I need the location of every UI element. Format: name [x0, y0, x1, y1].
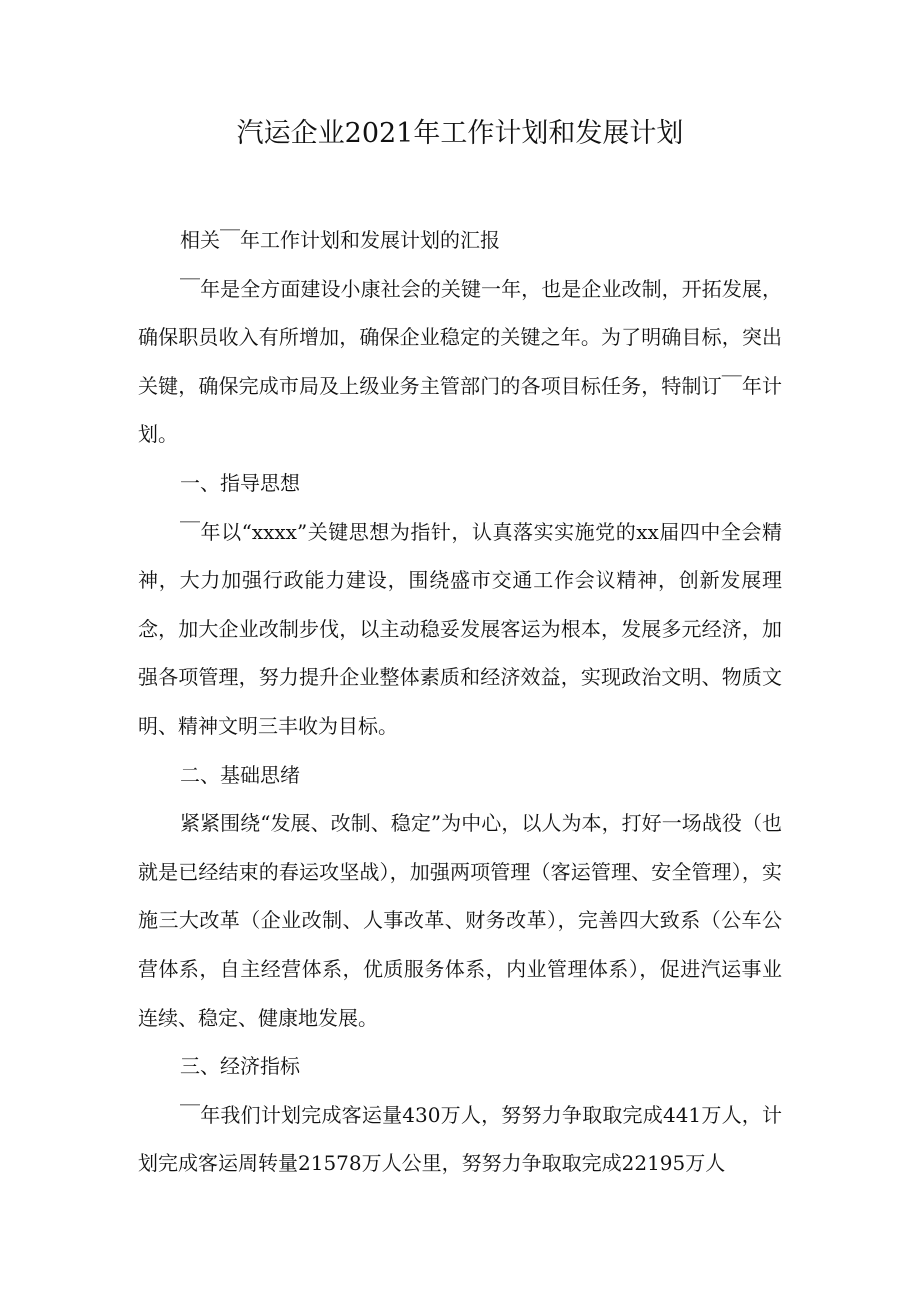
document-body — [138, 216, 782, 1188]
report-intro: 相关￣年工作计划和发展计划的汇报 — [180, 228, 500, 252]
section-heading-economic-indicators: 三、经济指标 — [180, 1054, 300, 1079]
document-title: 汽运企业2021年工作计划和发展计划 — [236, 118, 684, 149]
economic-indicators-paragraph: ￣年我们计划完成客运量430万人，努努力争取取完成441万人，计划完成客运周转量21578万人公里，努努力争取取完成22195万人 — [138, 1102, 782, 1176]
guiding-ideology-paragraph: ￣年以“xxxx”关键思想为指针，认真落实实施党的xx届四中全会精神，大力加强行政能力建设，围绕盛市交通工作会议精神，创新发展理念，加大企业改制步伐，以主动稳妥发展客运为根本，发展多元经济，加强各项管理，努力提升企业整体素质和经济效益，实现政治文明、物质文明、精神文明三丰收为目标。 — [138, 519, 782, 738]
basic-ideas-paragraph: 紧紧围绕“发展、改制、稳定”为中心，以人为本，打好一场战役（也就是已经结束的春运攻坚战），加强两项管理（客运管理、安全管理），实施三大改革（企业改制、人事改革、财务改革），完善四大致系（公车公营体系，自主经营体系，优质服务体系，内业管理体系），促进汽运事业连续、稳定、健康地发展。 — [138, 811, 782, 1030]
section-heading-guiding-ideology: 一、指导思想 — [180, 470, 300, 495]
section-heading-basic-ideas: 二、基础思绪 — [180, 762, 300, 787]
intro-paragraph: ￣年是全方面建设小康社会的关键一年，也是企业改制，开拓发展，确保职员收入有所增加，确保企业稳定的关键之年。为了明确目标，突出关键，确保完成市局及上级业务主管部门的各项目标任务，特制订￣年计划。 — [138, 276, 782, 447]
